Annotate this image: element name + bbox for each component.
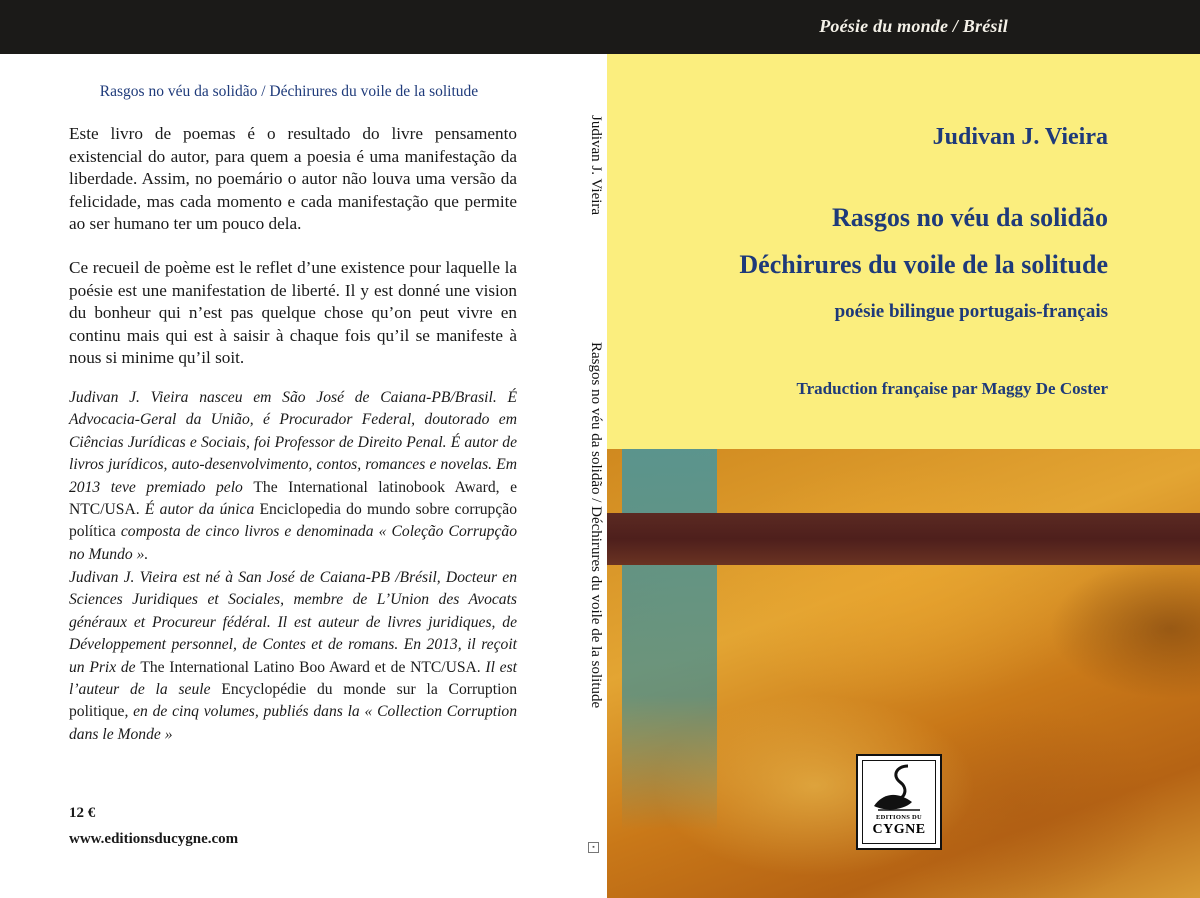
publisher-logo xyxy=(856,754,942,850)
cover-title-portuguese: Rasgos no véu da solidão xyxy=(832,203,1108,232)
back-cover-title: Rasgos no véu da solidão / Déchirures du voile de la solitude xyxy=(99,83,479,100)
spine-title: Rasgos no véu da solidão / Déchirures du voile de la solitude xyxy=(588,342,604,709)
cover-title-panel xyxy=(607,54,1200,449)
author-bio-french: Judivan J. Vieira est né à San José de Caiana-PB /Brésil, Docteur en Sciences Juridiques et Sociales, membre de L’Union des Avocats généraux et Procureur fédéral. Il est auteur de livres juridiques, de Développement personnel, de Contes et de romans. En 2013, il reçoit un Prix de The International Latino Boo Award et de NTC/USA. Il est l’auteur de la seule Encyclopédie du monde sur la Corruption politique, en de cinq volumes, publiés dans la « Collection Corruption dans le Monde » xyxy=(69,569,517,743)
swan-icon xyxy=(868,762,930,814)
author-bio-portuguese: Judivan J. Vieira nasceu em São José de Caiana-PB/Brasil. É Advocacia-Geral da União, é Procurador Federal, doutorado em Ciências Jurídicas e Sociais, foi Professor de Direito Penal. É autor de livros jurídicos, auto-desenvolvimento, contos, romances e novelas. Em 2013 teve premiado pelo The International latinobook Award, e NTC/USA. É autor da única Enciclopedia do mundo sobre corrupção política composta de cinco livros e denominada « Coleção Corrupção no Mundo ». xyxy=(69,389,517,563)
description-portuguese: Este livro de poemas é o resultado do livre pensamento existencial do autor, para quem a poesia é uma manifestação da liberdade. Assim, no poemário o autor não louva uma versão da felicidade, mas cada momento e cada manifestação que permite ao ser humano ter um pouco dela. xyxy=(69,124,517,234)
cover-painting xyxy=(607,449,1200,898)
front-cover xyxy=(607,54,1200,898)
painting-dark-band xyxy=(607,513,1200,565)
cover-author: Judivan J. Vieira xyxy=(932,124,1108,150)
top-bar xyxy=(0,0,1200,54)
back-cover xyxy=(0,54,578,898)
publisher-website: www.editionsducygne.com xyxy=(69,831,239,847)
logo-text-editions: EDITIONS DU xyxy=(875,814,923,821)
spine-author: Judivan J. Vieira xyxy=(588,115,604,216)
price: 12 € xyxy=(69,805,96,821)
description-french: Ce recueil de poème est le reflet d’une existence pour laquelle la poésie est une manifestation de liberté. Il y est donné une vision du bonheur qui n’est pas quelque chose qu’on peut vivre en continu mais qui est à saisir à chaque fois qu’il se manifeste à nous si minime qu’il soit. xyxy=(69,258,517,368)
cover-subtitle: poésie bilingue portugais-français xyxy=(834,301,1108,322)
barcode-icon: ▪ xyxy=(588,842,599,853)
logo-text-cygne: CYGNE xyxy=(872,822,926,837)
cover-translator: Traduction française par Maggy De Coster xyxy=(796,379,1108,398)
series-label: Poésie du monde / Brésil xyxy=(819,16,1008,36)
cover-title-french: Déchirures du voile de la solitude xyxy=(739,250,1108,279)
